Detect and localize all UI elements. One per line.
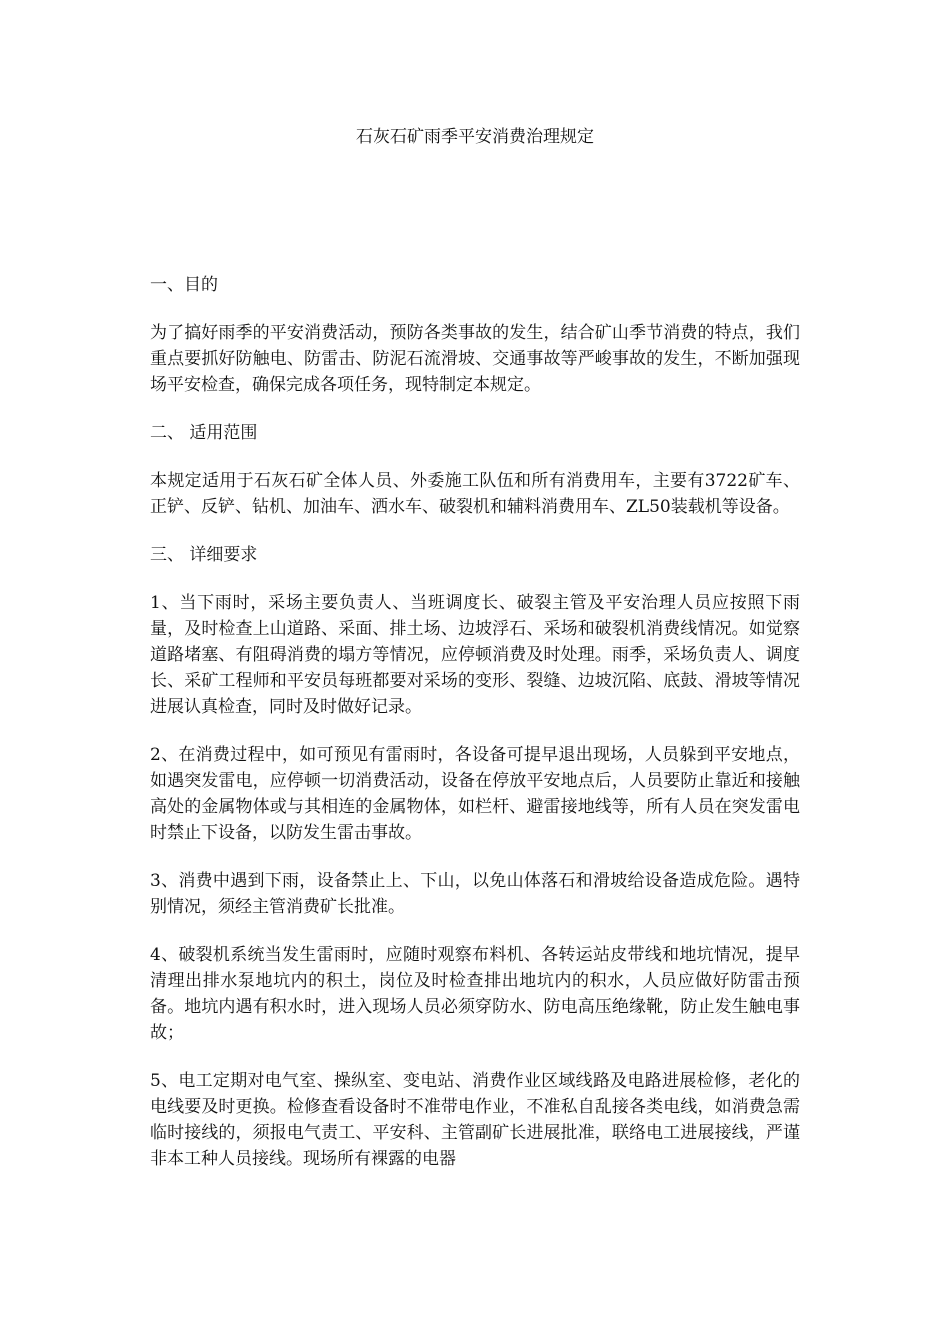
paragraph-purpose: 为了搞好雨季的平安消费活动，预防各类事故的发生，结合矿山季节消费的特点，我们重点要抓好防触电、防雷击、防泥石流滑坡、交通事故等严峻事故的发生，不断加强现场平安检查，确保完成各项任务，现特制定本规定。 — [150, 323, 800, 395]
paragraph-scope: 本规定适用于石灰石矿全体人员、外委施工队伍和所有消费用车，主要有3722矿车、正铲、反铲、钻机、加油车、洒水车、破裂机和辅料消费用车、ZL50装载机等设备。 — [150, 471, 800, 517]
section-heading-scope: 二、 适用范围 — [150, 423, 258, 443]
paragraph-requirement-5: 5、电工定期对电气室、操纵室、变电站、消费作业区域线路及电路进展检修，老化的电线要及时更换。检修查看设备时不准带电作业，不准私自乱接各类电线，如消费急需临时接线的，须报电气责工、平安科、主管副矿长进展批准，联络电工进展接线，严谨非本工种人员接线。现场所有裸露的电器 — [150, 1071, 800, 1169]
document-body — [150, 272, 800, 1194]
section-heading-requirements: 三、 详细要求 — [150, 545, 258, 565]
paragraph-requirement-3: 3、消费中遇到下雨，设备禁止上、下山，以免山体落石和滑坡给设备造成危险。遇特别情况，须经主管消费矿长批准。 — [150, 871, 800, 917]
paragraph-requirement-2: 2、在消费过程中，如可预见有雷雨时，各设备可提早退出现场，人员躲到平安地点，如遇突发雷电，应停顿一切消费活动，设备在停放平安地点后，人员要防止靠近和接触高处的金属物体或与其相连的金属物体，如栏杆、避雷接地线等，所有人员在突发雷电时禁止下设备，以防发生雷击事故。 — [150, 745, 800, 843]
document-title: 石灰石矿雨季平安消费治理规定 — [356, 127, 594, 147]
section-heading-purpose: 一、目的 — [150, 275, 218, 295]
paragraph-requirement-4: 4、破裂机系统当发生雷雨时，应随时观察布料机、各转运站皮带线和地坑情况，提早清理出排水泵地坑内的积土，岗位及时检查排出地坑内的积水，人员应做好防雷击预备。地坑内遇有积水时，进入现场人员必须穿防水、防电高压绝缘靴，防止发生触电事故； — [150, 945, 800, 1043]
paragraph-requirement-1: 1、当下雨时，采场主要负责人、当班调度长、破裂主管及平安治理人员应按照下雨量，及时检查上山道路、采面、排土场、边坡浮石、采场和破裂机消费线情况。如觉察道路堵塞、有阻碍消费的塌方等情况，应停顿消费及时处理。雨季，采场负责人、调度长、采矿工程师和平安员每班都要对采场的变形、裂缝、边坡沉陷、底鼓、滑坡等情况进展认真检查，同时及时做好记录。 — [150, 593, 800, 717]
